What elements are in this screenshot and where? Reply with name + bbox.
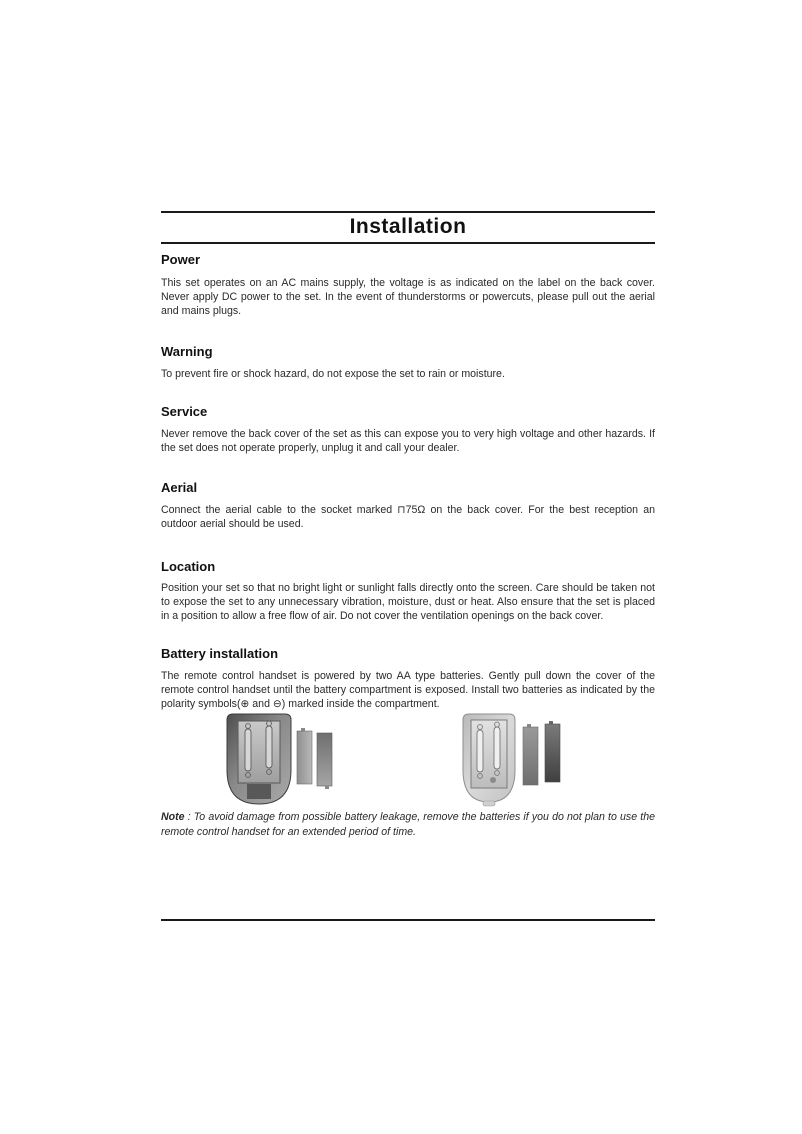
section-body-location: Position your set so that no bright light or sunlight falls directly onto the screen. Care should be taken not to expose the set to any unnecessary vibration, moisture, dust or heat. Also ensure that the set is placed in a position to allow a free flow of air. Do not cover the ventilation openings on the back cover. [161, 582, 655, 622]
section-body-service: Never remove the back cover of the set as this can expose you to very high voltage and other hazards. If the set does not operate properly, unplug it and call your dealer. [161, 428, 655, 454]
section-heading-warning: Warning [161, 344, 213, 359]
remote-battery-compartment-figure-dark [225, 712, 340, 808]
section-heading-aerial: Aerial [161, 480, 198, 495]
battery-figures-row [161, 712, 655, 810]
page-title: Installation [349, 215, 467, 238]
section-heading-service: Service [161, 404, 208, 419]
section-body-aerial: Connect the aerial cable to the socket marked ⊓75Ω on the back cover. For the best reception an outdoor aerial should be used. [161, 504, 655, 530]
footer-rule [161, 919, 655, 921]
note-label: Note [161, 811, 185, 823]
title-bottom-rule [161, 242, 655, 244]
section-heading-location: Location [161, 559, 216, 574]
section-heading-power: Power [161, 252, 201, 267]
remote-battery-compartment-figure-light [461, 712, 571, 808]
section-body-battery-installation: The remote control handset is powered by two AA type batteries. Gently pull down the cover of the remote control handset until the battery compartment is exposed. Install two batteries as indicated by the polarity symbols(⊕ and ⊖) marked inside the compartment. [161, 670, 655, 710]
title-band [161, 211, 655, 244]
note-text: : To avoid damage from possible battery leakage, remove the batteries if you do not plan to use the remote control handset for an extended period of time. [161, 811, 655, 838]
note-block [161, 810, 655, 839]
section-body-warning: To prevent fire or shock hazard, do not expose the set to rain or moisture. [161, 368, 505, 380]
section-heading-battery-installation: Battery installation [161, 646, 279, 661]
section-body-power: This set operates on an AC mains supply, the voltage is as indicated on the label on the back cover. Never apply DC power to the set. In the event of thunderstorms or powercuts, please pull out the aerial and mains plugs. [161, 277, 655, 317]
